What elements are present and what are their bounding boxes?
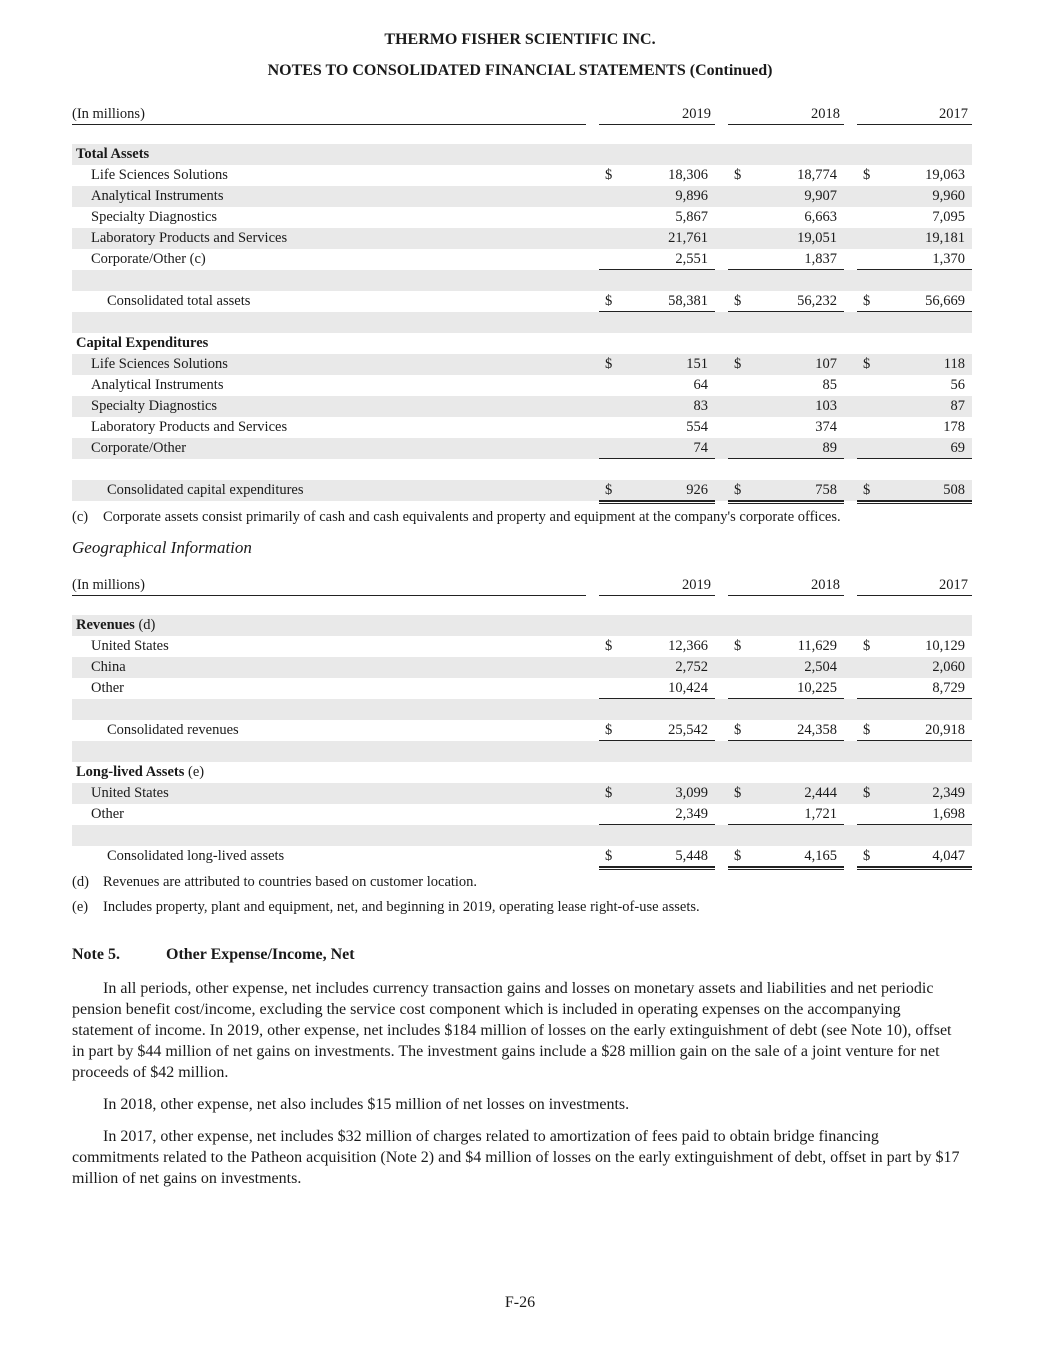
paragraph: In 2017, other expense, net includes $32 million of charges related to amortization of fees paid to obtain bridge financing commitments related to the Patheon acquisition (Note 2) and $4 million of losses on the early extinguishment of debt, offset in part by $17 million of net gains on investments. xyxy=(72,1128,960,1187)
note-title: Other Expense/Income, Net xyxy=(166,946,355,963)
total-value: 58,381 xyxy=(668,293,708,309)
currency-symbol: $ xyxy=(734,848,742,864)
currency-symbol: $ xyxy=(605,167,613,183)
company-name: THERMO FISHER SCIENTIFIC INC. xyxy=(384,31,656,48)
table-row xyxy=(72,417,972,438)
unit-label: (In millions) xyxy=(72,575,145,596)
cell-value: 2,551 xyxy=(675,251,708,267)
total-row xyxy=(72,480,972,501)
cell-value: 19,181 xyxy=(925,230,965,246)
total-label: Consolidated long-lived assets xyxy=(107,848,285,864)
cell-value: 2,752 xyxy=(675,659,708,675)
year-header: 2017 xyxy=(939,577,968,593)
table-header-row xyxy=(72,104,972,125)
section-heading-row xyxy=(72,615,972,636)
cell-value: 1,721 xyxy=(804,806,837,822)
table-row xyxy=(72,249,972,270)
row-label: Laboratory Products and Services xyxy=(91,230,288,246)
cell-value: 2,060 xyxy=(932,659,965,675)
cell-value: 9,896 xyxy=(675,188,708,204)
row-label: United States xyxy=(91,785,169,801)
cell-value: 5,867 xyxy=(675,209,708,225)
total-label: Consolidated revenues xyxy=(107,722,239,738)
row-label: Life Sciences Solutions xyxy=(91,167,228,183)
cell-value: 18,774 xyxy=(797,167,837,183)
cell-value: 118 xyxy=(943,356,965,372)
cell-value: 10,225 xyxy=(797,680,837,696)
cell-value: 87 xyxy=(950,398,965,414)
table-row xyxy=(72,678,972,699)
total-value: 508 xyxy=(943,482,965,498)
row-label: Life Sciences Solutions xyxy=(91,356,228,372)
total-label: Consolidated capital expenditures xyxy=(107,482,304,498)
row-label: Laboratory Products and Services xyxy=(91,419,288,435)
cell-value: 1,698 xyxy=(932,806,965,822)
geo-heading: Geographical Information xyxy=(72,538,252,557)
currency-symbol: $ xyxy=(734,785,742,801)
footnote-d xyxy=(72,874,477,891)
table-row xyxy=(72,165,972,186)
footnote-mark: (e) xyxy=(72,899,89,915)
section-heading: Capital Expenditures xyxy=(76,335,209,351)
cell-value: 69 xyxy=(950,440,965,456)
cell-value: 2,349 xyxy=(932,785,965,801)
row-label: Analytical Instruments xyxy=(91,377,224,393)
table-row xyxy=(72,228,972,249)
note-heading xyxy=(72,946,355,964)
footnote-c xyxy=(72,509,841,526)
year-header: 2018 xyxy=(811,577,840,593)
cell-value: 107 xyxy=(815,356,837,372)
page-number: F-26 xyxy=(504,1294,536,1311)
cell-value: 74 xyxy=(693,440,708,456)
currency-symbol: $ xyxy=(605,848,613,864)
table-header-row xyxy=(72,575,972,596)
table-row xyxy=(72,186,972,207)
cell-value: 85 xyxy=(822,377,837,393)
page-subtitle: NOTES TO CONSOLIDATED FINANCIAL STATEMENTS (Continued) xyxy=(267,62,773,79)
total-row xyxy=(72,846,972,867)
cell-value: 21,761 xyxy=(668,230,708,246)
table-row xyxy=(72,375,972,396)
footnote-e xyxy=(72,899,700,916)
cell-value: 19,051 xyxy=(797,230,837,246)
cell-value: 2,349 xyxy=(675,806,708,822)
currency-symbol: $ xyxy=(863,638,871,654)
row-label: United States xyxy=(91,638,169,654)
currency-symbol: $ xyxy=(605,482,613,498)
row-label: Other xyxy=(91,806,125,822)
currency-symbol: $ xyxy=(605,638,613,654)
currency-symbol: $ xyxy=(734,167,742,183)
footnote-ref: (d) xyxy=(134,617,156,633)
table-row xyxy=(72,783,972,804)
cell-value: 3,099 xyxy=(675,785,708,801)
cell-value: 64 xyxy=(693,377,708,393)
paragraph: In all periods, other expense, net includes currency transaction gains and losses on monetary assets and liabilities and net periodic pension benefit cost/income, excluding the service cost component which is included in operating expenses on the accompanying statement of income. In 2019, other expense, net includes $184 million of losses on the early extinguishment of debt (see Note 10), offset in part by $44 million of net gains on investments. The investment gains include a $28 million gain on the sale of a joint venture for net proceeds of $42 million. xyxy=(72,980,952,1081)
currency-symbol: $ xyxy=(863,167,871,183)
currency-symbol: $ xyxy=(863,356,871,372)
footnote-text: Revenues are attributed to countries based on customer location. xyxy=(103,874,478,890)
note-number: Note 5. xyxy=(72,946,120,963)
section-heading-row xyxy=(72,333,972,354)
cell-value: 89 xyxy=(822,440,837,456)
footnote-text: Includes property, plant and equipment, net, and beginning in 2019, operating lease right-of-use assets. xyxy=(103,899,700,915)
cell-value: 7,095 xyxy=(932,209,965,225)
cell-value: 9,907 xyxy=(804,188,837,204)
table-row xyxy=(72,396,972,417)
cell-value: 2,504 xyxy=(804,659,837,675)
total-value: 56,232 xyxy=(797,293,837,309)
paragraph: In 2018, other expense, net also includes $15 million of net losses on investments. xyxy=(103,1096,630,1113)
currency-symbol: $ xyxy=(863,785,871,801)
table-row xyxy=(72,657,972,678)
year-header: 2019 xyxy=(682,577,711,593)
table-row xyxy=(72,207,972,228)
row-label: Specialty Diagnostics xyxy=(91,209,218,225)
row-label: Analytical Instruments xyxy=(91,188,224,204)
cell-value: 8,729 xyxy=(932,680,965,696)
footnote-ref: (e) xyxy=(184,764,205,780)
total-label: Consolidated total assets xyxy=(107,293,251,309)
cell-value: 10,424 xyxy=(668,680,708,696)
cell-value: 19,063 xyxy=(925,167,965,183)
currency-symbol: $ xyxy=(605,722,613,738)
section-heading-row xyxy=(72,762,972,783)
total-value: 56,669 xyxy=(925,293,965,309)
currency-symbol: $ xyxy=(605,356,613,372)
cell-value: 2,444 xyxy=(804,785,837,801)
footnote-mark: (d) xyxy=(72,874,89,890)
row-label: Corporate/Other xyxy=(91,440,187,456)
segment-table xyxy=(72,104,972,501)
currency-symbol: $ xyxy=(863,722,871,738)
section-heading: Revenues xyxy=(76,617,135,633)
row-label: China xyxy=(91,659,126,675)
cell-value: 9,960 xyxy=(932,188,965,204)
cell-value: 178 xyxy=(943,419,965,435)
currency-symbol: $ xyxy=(863,848,871,864)
cell-value: 554 xyxy=(686,419,708,435)
total-row xyxy=(72,291,972,312)
total-value: 758 xyxy=(815,482,837,498)
cell-value: 151 xyxy=(686,356,708,372)
currency-symbol: $ xyxy=(734,638,742,654)
total-value: 5,448 xyxy=(675,848,708,864)
cell-value: 6,663 xyxy=(804,209,837,225)
cell-value: 1,837 xyxy=(804,251,837,267)
total-value: 20,918 xyxy=(925,722,965,738)
cell-value: 11,629 xyxy=(797,638,837,654)
cell-value: 18,306 xyxy=(668,167,708,183)
currency-symbol: $ xyxy=(734,293,742,309)
currency-symbol: $ xyxy=(605,785,613,801)
table-row xyxy=(72,636,972,657)
section-heading: Long-lived Assets xyxy=(76,764,185,780)
table-row xyxy=(72,804,972,825)
currency-symbol: $ xyxy=(734,482,742,498)
year-header: 2017 xyxy=(939,106,968,122)
table-row xyxy=(72,354,972,375)
total-value: 24,358 xyxy=(797,722,837,738)
table-row xyxy=(72,438,972,459)
year-header: 2019 xyxy=(682,106,711,122)
total-value: 4,165 xyxy=(804,848,837,864)
cell-value: 1,370 xyxy=(932,251,965,267)
currency-symbol: $ xyxy=(605,293,613,309)
total-value: 926 xyxy=(686,482,708,498)
total-value: 4,047 xyxy=(932,848,965,864)
row-label: Other xyxy=(91,680,125,696)
year-header: 2018 xyxy=(811,106,840,122)
unit-label: (In millions) xyxy=(72,104,145,125)
total-value: 25,542 xyxy=(668,722,708,738)
geo-table xyxy=(72,575,972,867)
currency-symbol: $ xyxy=(734,356,742,372)
section-heading: Total Assets xyxy=(76,146,150,162)
footnote-text: Corporate assets consist primarily of cash and cash equivalents and property and equipment at the company's corporate offices. xyxy=(103,509,841,525)
section-heading-row xyxy=(72,144,972,165)
cell-value: 83 xyxy=(693,398,708,414)
currency-symbol: $ xyxy=(734,722,742,738)
cell-value: 103 xyxy=(815,398,837,414)
currency-symbol: $ xyxy=(863,293,871,309)
cell-value: 374 xyxy=(815,419,837,435)
cell-value: 12,366 xyxy=(668,638,708,654)
cell-value: 10,129 xyxy=(925,638,965,654)
row-label: Corporate/Other (c) xyxy=(91,251,206,267)
row-label: Specialty Diagnostics xyxy=(91,398,218,414)
footnote-mark: (c) xyxy=(72,509,89,525)
total-row xyxy=(72,720,972,741)
currency-symbol: $ xyxy=(863,482,871,498)
cell-value: 56 xyxy=(950,377,965,393)
